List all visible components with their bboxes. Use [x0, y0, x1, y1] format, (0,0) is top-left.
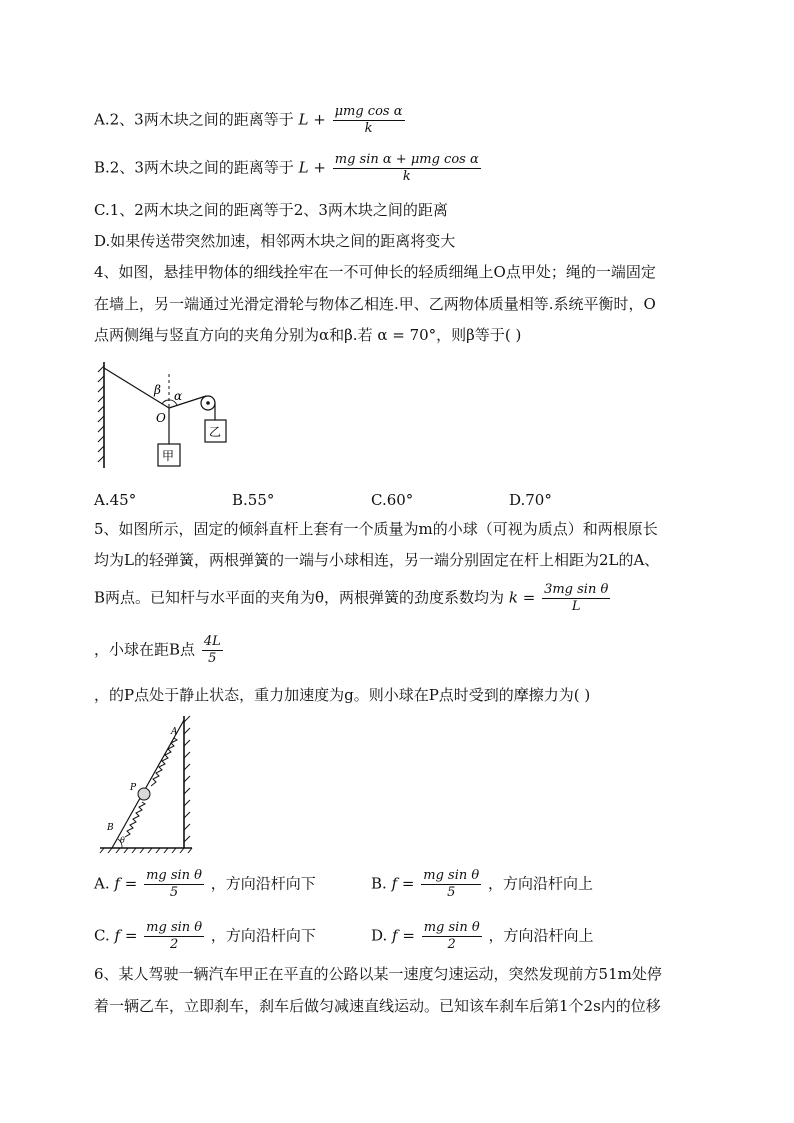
- q3-option-a-text: A.2、3两木块之间的距离等于: [94, 110, 294, 129]
- q5-figure: [98, 712, 198, 854]
- q4-stem-line-3: 点两侧绳与竖直方向的夹角分别为α和β.若 α = 70°，则β等于( ): [94, 326, 522, 344]
- q5-option-d: [371, 920, 593, 953]
- q5-option-c-label: C.: [94, 926, 110, 945]
- q5-option-b-fraction: [421, 868, 481, 901]
- q3-option-c: C.1、2两木块之间的距离等于2、3两木块之间的距离: [94, 201, 448, 219]
- label-jia: 甲: [162, 449, 175, 463]
- q6-stem-line-1: 6、某人驾驶一辆汽车甲正在平直的公路以某一速度匀速运动，突然发现前方51m处停: [94, 965, 662, 983]
- q5-k-prefix: k =: [508, 588, 536, 607]
- q4-figure: [96, 358, 236, 473]
- q4-stem-line-1: 4、如图，悬挂甲物体的细线拴牢在一不可伸长的轻质细绳上O点甲处；绳的一端固定: [94, 263, 656, 281]
- q5-stem-line-5: ，的P点处于静止状态，重力加速度为g。则小球在P点时受到的摩擦力为( ): [94, 686, 591, 704]
- q3-option-b-prefix: L +: [298, 158, 326, 177]
- label-p: P: [130, 783, 137, 793]
- q3-option-a-numerator: μmg cos α: [334, 104, 403, 119]
- q5-k-fraction: [542, 582, 610, 615]
- q5-option-d-prefix: f =: [392, 926, 415, 945]
- q5-k-numerator: 3mg sin θ: [544, 582, 609, 597]
- q5-option-c-prefix: f =: [114, 926, 138, 945]
- q5-distance-denominator: 5: [208, 651, 217, 666]
- label-b: B: [107, 823, 114, 833]
- q5-stem-line-2: 均为L的轻弹簧，两根弹簧的一端与小球相连，另一端分别固定在杆上相距为2L的A、: [94, 551, 660, 569]
- q5-stem-line-4-text: ，小球在距B点: [94, 640, 196, 659]
- label-beta: β: [154, 383, 161, 397]
- q5-option-a-prefix: f =: [114, 874, 138, 893]
- label-theta: θ: [120, 836, 125, 845]
- q5-option-c: [94, 920, 316, 953]
- q5-option-d-denominator: 2: [447, 937, 456, 952]
- q3-option-b-text: B.2、3两木块之间的距离等于: [94, 158, 294, 177]
- q5-option-b-prefix: f =: [391, 874, 415, 893]
- q3-option-a: [94, 104, 407, 137]
- q5-option-b-label: B.: [371, 874, 387, 893]
- q5-option-b-denominator: 5: [447, 885, 456, 900]
- q5-option-c-denominator: 2: [170, 937, 179, 952]
- q5-distance-numerator: 4L: [203, 634, 221, 649]
- q3-option-d: D.如果传送带突然加速，相邻两木块之间的距离将变大: [94, 232, 456, 250]
- upper-spring: [151, 738, 177, 786]
- q5-stem-line-4: [94, 634, 225, 667]
- q5-option-c-suffix: ，方向沿杆向下: [210, 926, 316, 945]
- q5-option-b-suffix: ，方向沿杆向上: [487, 874, 593, 893]
- q5-option-b: [371, 868, 593, 901]
- inclined-rod: [112, 720, 184, 848]
- q3-option-b-fraction: [333, 152, 481, 185]
- q5-option-c-fraction: [144, 920, 204, 953]
- q5-distance-fraction: [202, 634, 223, 667]
- label-alpha: α: [174, 389, 183, 403]
- q3-option-a-fraction: [333, 104, 405, 137]
- q3-option-b-numerator: mg sin α + μmg cos α: [334, 152, 479, 167]
- q3-option-a-denominator: k: [364, 121, 373, 136]
- q5-option-a-suffix: ，方向沿杆向下: [210, 874, 316, 893]
- q5-option-d-suffix: ，方向沿杆向上: [488, 926, 594, 945]
- q5-option-d-numerator: mg sin θ: [423, 920, 480, 935]
- q3-option-b: [94, 152, 483, 185]
- q4-option-d: D.70°: [509, 491, 552, 509]
- q5-k-denominator: L: [571, 599, 581, 614]
- q5-option-a-denominator: 5: [169, 885, 179, 900]
- q5-stem-line-1: 5、如图所示，固定的倾斜直杆上套有一个质量为m的小球（可视为质点）和两根原长: [94, 520, 658, 538]
- q5-option-d-label: D.: [371, 926, 388, 945]
- q4-option-c: C.60°: [371, 491, 414, 509]
- q4-stem-line-2: 在墙上，另一端通过光滑定滑轮与物体乙相连.甲、乙两物体质量相等.系统平衡时，O: [94, 295, 656, 313]
- q4-option-a: A.45°: [94, 491, 137, 509]
- q5-option-d-fraction: [422, 920, 482, 953]
- q5-stem-line-3: [94, 582, 612, 615]
- q6-stem-line-2: 着一辆乙车，立即刹车，刹车后做匀减速直线运动。已知该车刹车后第1个2s内的位移: [94, 997, 661, 1015]
- q5-stem-line-3-text: B两点。已知杆与水平面的夹角为θ，两根弹簧的劲度系数均为: [94, 588, 505, 607]
- label-o: O: [156, 411, 166, 425]
- q5-option-b-numerator: mg sin θ: [423, 868, 480, 883]
- ball: [138, 788, 150, 800]
- q5-option-c-numerator: mg sin θ: [146, 920, 203, 935]
- q3-option-a-prefix: L +: [298, 110, 326, 129]
- q3-option-b-denominator: k: [402, 169, 411, 184]
- label-yi: 乙: [209, 425, 222, 439]
- q5-option-a-numerator: mg sin θ: [146, 868, 203, 883]
- q5-option-a: [94, 868, 316, 901]
- label-a: A: [171, 727, 178, 737]
- q4-option-b: B.55°: [232, 491, 275, 509]
- q5-option-a-label: A.: [94, 874, 110, 893]
- q5-option-a-fraction: [144, 868, 204, 901]
